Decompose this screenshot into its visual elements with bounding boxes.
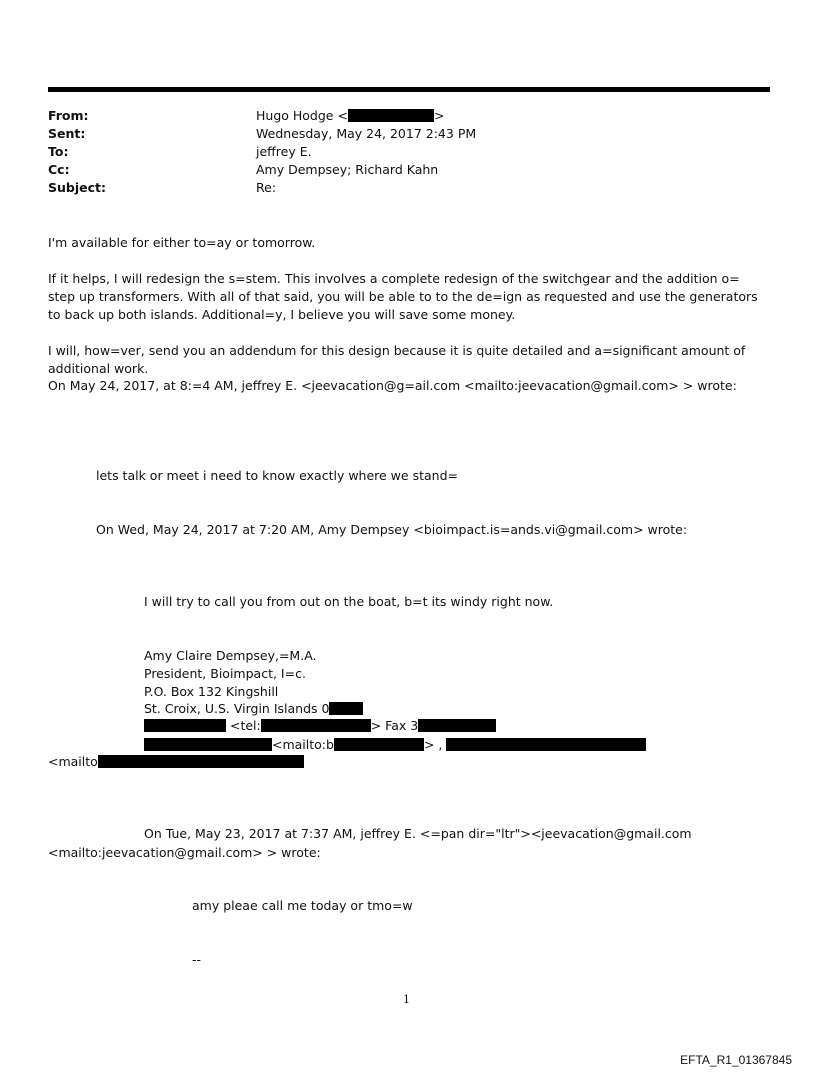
quoted-text: lets talk or meet i need to know exactly where we stand= xyxy=(96,468,458,483)
redaction xyxy=(334,738,424,751)
signature-line: Amy Claire Dempsey,=M.A. xyxy=(144,648,317,663)
signature-mailto: <mailto xyxy=(48,754,98,769)
signature-line: President, Bioimpact, I=c. xyxy=(144,666,306,681)
quote-header: On Tue, May 23, 2017 at 7:37 AM, jeffrey E. <=pan dir="ltr"><jeevacation@gmail.com xyxy=(144,826,692,841)
document-id: EFTA_R1_01367845 xyxy=(680,1053,792,1067)
signature-tel: <tel: xyxy=(229,718,261,733)
from-row xyxy=(48,107,748,125)
sent-row xyxy=(48,125,748,143)
redaction xyxy=(329,702,363,715)
signature-line: P.O. Box 132 Kingshill xyxy=(144,684,279,699)
from-close: > xyxy=(433,108,445,123)
cc-row xyxy=(48,161,748,179)
quote-header: On Wed, May 24, 2017 at 7:20 AM, Amy Dempsey <bioimpact.is=ands.vi@gmail.com> wrote: xyxy=(96,522,688,537)
to-label: To: xyxy=(48,144,69,159)
body-paragraph: If it helps, I will redesign the s=stem. This involves a complete redesign of the switchgear and the addition o= step up transformers. With all of that said, you will be able to to the de=ign as requested and use the generators to back up both islands. Additional=y, I believe you will save some money. xyxy=(48,271,758,322)
from-value: Hugo Hodge < xyxy=(256,108,348,123)
subject-value: Re: xyxy=(256,180,277,195)
signature-line xyxy=(144,717,496,735)
redaction xyxy=(261,719,371,732)
signature-line xyxy=(144,736,646,754)
quote-header: On May 24, 2017, at 8:=4 AM, jeffrey E. <jeevacation@g=ail.com <mailto:jeevacation@gmail.com> > wrote: xyxy=(48,378,737,393)
to-row xyxy=(48,143,748,161)
sent-value: Wednesday, May 24, 2017 2:43 PM xyxy=(256,126,477,141)
signature-fax: > Fax 3 xyxy=(370,718,419,733)
signature-line xyxy=(48,753,304,771)
header-rule xyxy=(48,87,770,92)
body-paragraph: I'm available for either to=ay or tomorrow. xyxy=(48,235,316,250)
signature-mailto: <mailto:b xyxy=(272,737,334,752)
to-value: jeffrey E. xyxy=(256,144,312,159)
quote-header: <mailto:jeevacation@gmail.com> > wrote: xyxy=(48,845,321,860)
redaction xyxy=(144,719,226,732)
subject-row xyxy=(48,179,748,197)
signature-sep: > , xyxy=(423,737,443,752)
cc-label: Cc: xyxy=(48,162,70,177)
sent-label: Sent: xyxy=(48,126,86,141)
subject-label: Subject: xyxy=(48,180,106,195)
redaction xyxy=(98,755,304,768)
redaction xyxy=(418,719,496,732)
body-paragraph: I will, how=ver, send you an addendum for this design because it is quite detailed and a=significant amount of additional work. xyxy=(48,343,746,376)
page-number: 1 xyxy=(403,993,410,1006)
quoted-text: amy pleae call me today or tmo=w xyxy=(192,898,413,913)
redaction xyxy=(144,738,272,751)
signature-address: St. Croix, U.S. Virgin Islands 0 xyxy=(144,701,330,716)
quoted-text: I will try to call you from out on the boat, b=t its windy right now. xyxy=(144,594,554,609)
redaction xyxy=(446,738,646,751)
quoted-text: -- xyxy=(192,952,202,967)
from-label: From: xyxy=(48,108,89,123)
email-header xyxy=(48,107,748,197)
redaction xyxy=(348,109,434,122)
signature-line xyxy=(144,700,363,718)
cc-value: Amy Dempsey; Richard Kahn xyxy=(256,162,439,177)
